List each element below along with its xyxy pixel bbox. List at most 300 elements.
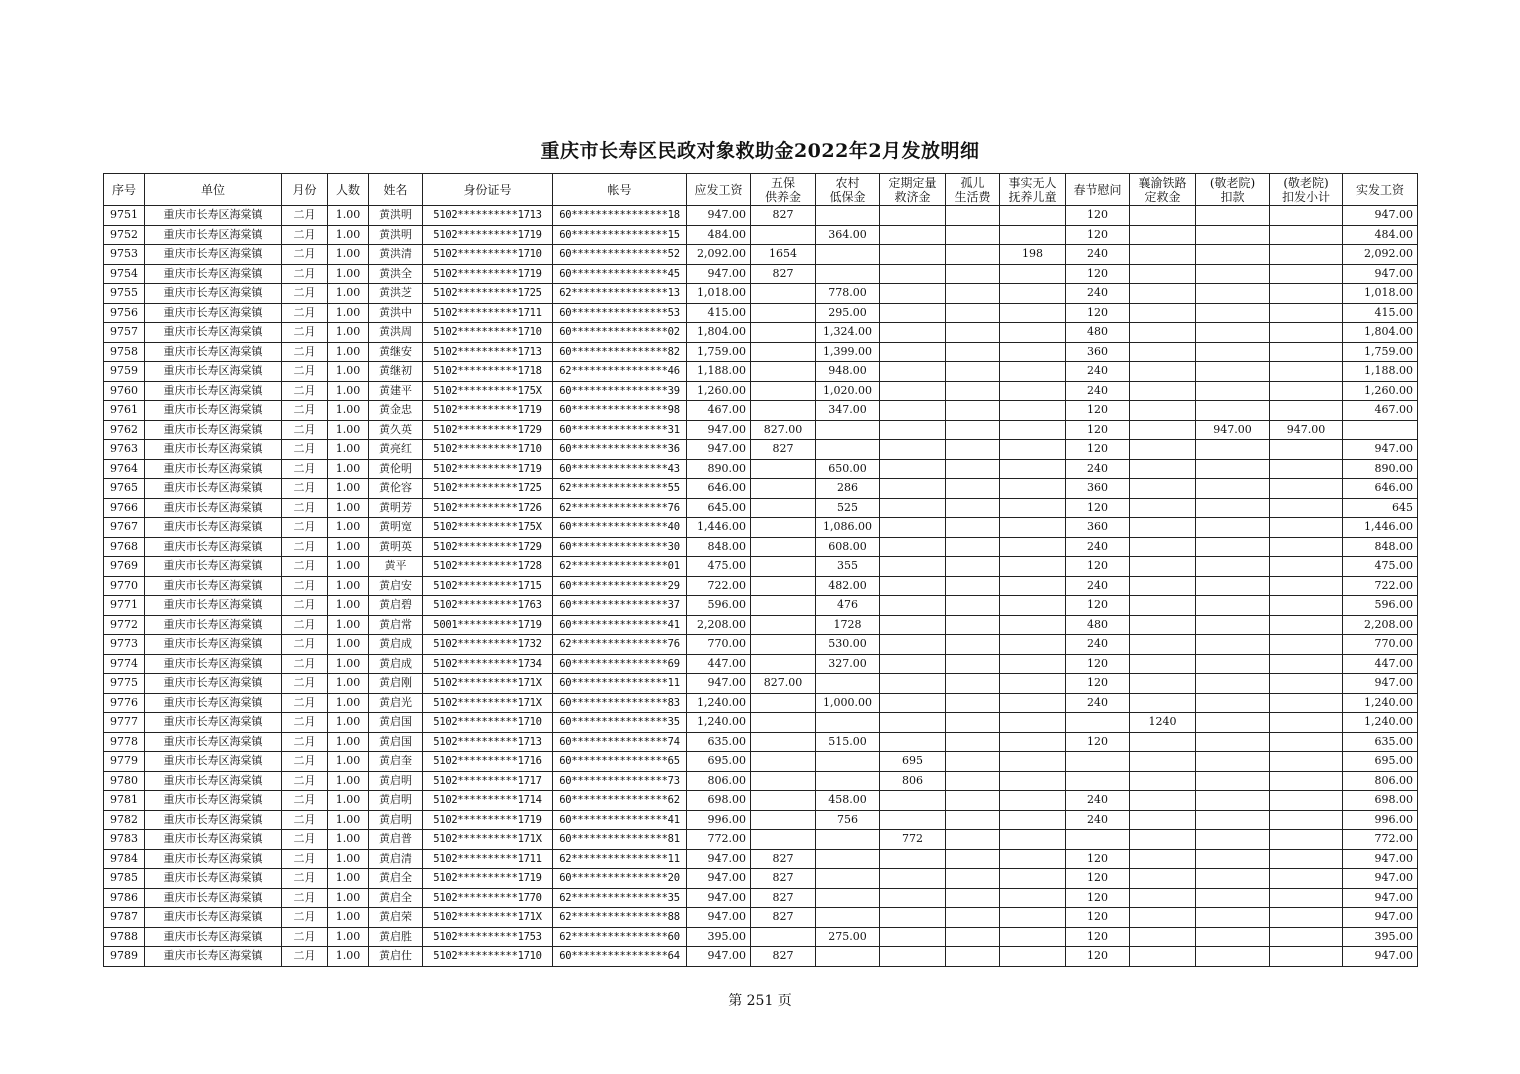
table-cell: 1.00 — [328, 264, 369, 284]
table-cell: 重庆市长寿区海棠镇 — [145, 206, 282, 226]
table-cell — [946, 830, 1000, 850]
table-row — [104, 908, 1418, 928]
table-cell — [1000, 888, 1066, 908]
table-cell — [880, 401, 946, 421]
table-row — [104, 947, 1418, 967]
table-cell: 295.00 — [816, 303, 880, 323]
table-cell — [880, 206, 946, 226]
table-cell: 重庆市长寿区海棠镇 — [145, 849, 282, 869]
table-cell: 5102**********1719 — [423, 401, 553, 421]
table-cell: 467.00 — [687, 401, 751, 421]
table-cell: 608.00 — [816, 537, 880, 557]
table-cell — [946, 420, 1000, 440]
table-cell: 5102**********1726 — [423, 498, 553, 518]
table-cell: 黄启明 — [369, 810, 423, 830]
table-cell — [816, 713, 880, 733]
table-cell: 1,020.00 — [816, 381, 880, 401]
table-cell — [1000, 752, 1066, 772]
table-cell — [1000, 810, 1066, 830]
table-cell: 60****************98 — [553, 401, 687, 421]
table-cell: 62****************13 — [553, 284, 687, 304]
table-cell: 1240 — [1130, 713, 1196, 733]
table-cell — [1196, 518, 1270, 538]
table-cell — [1000, 615, 1066, 635]
table-cell: 9758 — [104, 342, 145, 362]
table-cell: 240 — [1066, 459, 1130, 479]
table-cell: 5102**********1763 — [423, 596, 553, 616]
column-header: 姓名 — [369, 174, 423, 206]
table-cell — [880, 537, 946, 557]
table-cell — [816, 245, 880, 265]
table-cell — [751, 830, 816, 850]
table-row — [104, 810, 1418, 830]
table-cell — [1000, 479, 1066, 499]
table-cell — [751, 401, 816, 421]
table-cell: 9788 — [104, 927, 145, 947]
table-cell: 948.00 — [816, 362, 880, 382]
table-cell — [1270, 888, 1343, 908]
table-cell — [1130, 693, 1196, 713]
table-cell: 475.00 — [1343, 557, 1418, 577]
table-cell: 9762 — [104, 420, 145, 440]
table-cell: 二月 — [282, 830, 328, 850]
table-cell: 120 — [1066, 596, 1130, 616]
table-cell: 1.00 — [328, 323, 369, 343]
table-cell — [1000, 713, 1066, 733]
table-cell — [946, 713, 1000, 733]
table-cell — [1130, 791, 1196, 811]
table-cell: 9778 — [104, 732, 145, 752]
table-cell — [1000, 264, 1066, 284]
table-cell: 黄启仕 — [369, 947, 423, 967]
table-cell — [880, 420, 946, 440]
table-cell: 947.00 — [1343, 440, 1418, 460]
table-cell: 947.00 — [1343, 206, 1418, 226]
table-cell — [751, 381, 816, 401]
table-cell: 9766 — [104, 498, 145, 518]
table-cell: 467.00 — [1343, 401, 1418, 421]
table-cell: 62****************76 — [553, 498, 687, 518]
table-cell: 黄明芳 — [369, 498, 423, 518]
table-cell: 重庆市长寿区海棠镇 — [145, 635, 282, 655]
table-cell — [1130, 381, 1196, 401]
table-cell: 2,092.00 — [687, 245, 751, 265]
table-cell: 286 — [816, 479, 880, 499]
table-row — [104, 284, 1418, 304]
table-cell: 947.00 — [687, 908, 751, 928]
table-cell: 360 — [1066, 518, 1130, 538]
table-cell: 1.00 — [328, 830, 369, 850]
table-cell: 重庆市长寿区海棠镇 — [145, 830, 282, 850]
table-cell: 重庆市长寿区海棠镇 — [145, 771, 282, 791]
table-cell: 60****************20 — [553, 869, 687, 889]
table-cell: 722.00 — [1343, 576, 1418, 596]
table-cell: 996.00 — [1343, 810, 1418, 830]
table-cell: 黄启国 — [369, 713, 423, 733]
table-cell — [1000, 693, 1066, 713]
table-cell: 1.00 — [328, 440, 369, 460]
table-cell — [1130, 888, 1196, 908]
table-cell: 60****************40 — [553, 518, 687, 538]
table-cell: 947.00 — [1196, 420, 1270, 440]
table-cell — [946, 245, 1000, 265]
table-row — [104, 869, 1418, 889]
table-cell: 重庆市长寿区海棠镇 — [145, 323, 282, 343]
column-header: 月份 — [282, 174, 328, 206]
table-cell — [751, 498, 816, 518]
table-cell — [1270, 791, 1343, 811]
table-cell: 120 — [1066, 732, 1130, 752]
table-cell: 120 — [1066, 908, 1130, 928]
table-cell: 60****************41 — [553, 810, 687, 830]
table-cell — [1196, 323, 1270, 343]
column-header: 农村 低保金 — [816, 174, 880, 206]
table-cell: 二月 — [282, 264, 328, 284]
table-cell — [946, 771, 1000, 791]
table-cell: 重庆市长寿区海棠镇 — [145, 440, 282, 460]
table-cell — [1130, 342, 1196, 362]
table-cell — [1130, 323, 1196, 343]
table-cell — [946, 693, 1000, 713]
table-cell: 347.00 — [816, 401, 880, 421]
table-cell: 2,208.00 — [1343, 615, 1418, 635]
table-cell: 9759 — [104, 362, 145, 382]
table-cell: 60****************41 — [553, 615, 687, 635]
table-cell: 60****************64 — [553, 947, 687, 967]
table-body — [104, 206, 1418, 967]
table-cell — [946, 323, 1000, 343]
table-cell: 60****************18 — [553, 206, 687, 226]
table-cell: 806.00 — [687, 771, 751, 791]
table-cell: 二月 — [282, 557, 328, 577]
table-cell: 9764 — [104, 459, 145, 479]
table-cell — [880, 576, 946, 596]
table-cell: 1,324.00 — [816, 323, 880, 343]
table-cell: 二月 — [282, 381, 328, 401]
table-cell — [1270, 557, 1343, 577]
column-header: 人数 — [328, 174, 369, 206]
table-cell: 9779 — [104, 752, 145, 772]
table-cell: 120 — [1066, 264, 1130, 284]
table-row — [104, 420, 1418, 440]
table-cell: 1,759.00 — [687, 342, 751, 362]
table-cell — [1196, 791, 1270, 811]
table-cell: 1.00 — [328, 225, 369, 245]
table-cell — [946, 674, 1000, 694]
table-cell: 772.00 — [1343, 830, 1418, 850]
table-cell: 5102**********1717 — [423, 771, 553, 791]
table-cell — [1000, 947, 1066, 967]
table-cell — [1270, 596, 1343, 616]
table-cell: 黄久英 — [369, 420, 423, 440]
table-cell: 996.00 — [687, 810, 751, 830]
table-cell — [751, 303, 816, 323]
table-cell: 5102**********1710 — [423, 323, 553, 343]
table-cell: 9755 — [104, 284, 145, 304]
table-cell: 二月 — [282, 245, 328, 265]
table-cell: 5001**********1719 — [423, 615, 553, 635]
table-cell — [1270, 459, 1343, 479]
table-cell: 1.00 — [328, 576, 369, 596]
table-cell — [1196, 674, 1270, 694]
table-cell — [1000, 459, 1066, 479]
table-cell: 827 — [751, 869, 816, 889]
table-cell: 1,086.00 — [816, 518, 880, 538]
table-cell: 5102**********1728 — [423, 557, 553, 577]
table-cell: 5102**********175X — [423, 518, 553, 538]
table-cell: 二月 — [282, 479, 328, 499]
table-cell: 重庆市长寿区海棠镇 — [145, 947, 282, 967]
table-cell: 重庆市长寿区海棠镇 — [145, 791, 282, 811]
table-row — [104, 557, 1418, 577]
table-cell — [1270, 752, 1343, 772]
table-cell: 395.00 — [687, 927, 751, 947]
table-cell — [816, 264, 880, 284]
table-cell: 黄启成 — [369, 654, 423, 674]
table-cell: 275.00 — [816, 927, 880, 947]
table-cell — [1130, 849, 1196, 869]
table-cell: 重庆市长寿区海棠镇 — [145, 927, 282, 947]
table-cell — [1196, 362, 1270, 382]
table-cell — [1130, 479, 1196, 499]
column-header: 应发工资 — [687, 174, 751, 206]
table-cell: 重庆市长寿区海棠镇 — [145, 752, 282, 772]
table-cell: 60****************62 — [553, 791, 687, 811]
table-cell: 二月 — [282, 732, 328, 752]
table-cell: 重庆市长寿区海棠镇 — [145, 498, 282, 518]
table-cell — [880, 908, 946, 928]
table-cell — [880, 713, 946, 733]
table-row — [104, 479, 1418, 499]
table-cell — [880, 791, 946, 811]
column-header: 单位 — [145, 174, 282, 206]
table-cell — [1130, 264, 1196, 284]
table-cell: 黄启全 — [369, 869, 423, 889]
table-cell — [1130, 654, 1196, 674]
table-cell — [1000, 869, 1066, 889]
table-cell: 947.00 — [1343, 947, 1418, 967]
table-cell: 1.00 — [328, 459, 369, 479]
table-cell: 9789 — [104, 947, 145, 967]
table-row — [104, 459, 1418, 479]
table-cell — [1000, 323, 1066, 343]
table-cell: 1,260.00 — [687, 381, 751, 401]
table-cell — [1196, 284, 1270, 304]
table-cell: 515.00 — [816, 732, 880, 752]
table-cell: 60****************43 — [553, 459, 687, 479]
table-cell — [880, 518, 946, 538]
table-cell: 480 — [1066, 323, 1130, 343]
table-cell — [1066, 830, 1130, 850]
table-cell — [1130, 576, 1196, 596]
table-cell — [1196, 381, 1270, 401]
table-cell — [1196, 927, 1270, 947]
table-cell: 黄启明 — [369, 791, 423, 811]
table-cell — [816, 420, 880, 440]
table-cell: 120 — [1066, 420, 1130, 440]
table-cell: 827 — [751, 440, 816, 460]
table-cell: 二月 — [282, 791, 328, 811]
table-cell: 827 — [751, 947, 816, 967]
table-cell: 778.00 — [816, 284, 880, 304]
table-cell: 9771 — [104, 596, 145, 616]
table-cell — [1130, 420, 1196, 440]
table-cell — [751, 225, 816, 245]
table-cell: 646.00 — [1343, 479, 1418, 499]
table-cell — [880, 947, 946, 967]
table-row — [104, 674, 1418, 694]
table-cell: 60****************11 — [553, 674, 687, 694]
table-cell: 827 — [751, 849, 816, 869]
table-cell — [1130, 401, 1196, 421]
table-cell: 947.00 — [687, 869, 751, 889]
table-cell: 二月 — [282, 342, 328, 362]
table-cell: 240 — [1066, 381, 1130, 401]
page-number: 第 251 页 — [728, 993, 792, 1009]
table-cell: 二月 — [282, 225, 328, 245]
table-cell — [1270, 908, 1343, 928]
table-cell: 1.00 — [328, 284, 369, 304]
table-cell: 1.00 — [328, 810, 369, 830]
table-cell — [1270, 771, 1343, 791]
table-cell: 360 — [1066, 479, 1130, 499]
table-cell: 9785 — [104, 869, 145, 889]
table-cell: 120 — [1066, 888, 1130, 908]
table-cell: 二月 — [282, 323, 328, 343]
table-cell — [1000, 440, 1066, 460]
table-cell: 1,759.00 — [1343, 342, 1418, 362]
table-cell: 120 — [1066, 654, 1130, 674]
table-cell: 黄洪明 — [369, 206, 423, 226]
table-cell — [1000, 557, 1066, 577]
table-cell — [880, 264, 946, 284]
table-cell: 1.00 — [328, 342, 369, 362]
table-cell: 62****************60 — [553, 927, 687, 947]
table-cell — [880, 693, 946, 713]
table-cell: 二月 — [282, 284, 328, 304]
table-cell: 1.00 — [328, 245, 369, 265]
table-cell: 二月 — [282, 420, 328, 440]
table-cell — [1196, 615, 1270, 635]
table-cell — [880, 362, 946, 382]
table-cell — [1270, 264, 1343, 284]
table-cell: 9784 — [104, 849, 145, 869]
table-cell: 806.00 — [1343, 771, 1418, 791]
table-cell: 756 — [816, 810, 880, 830]
table-cell: 1,446.00 — [687, 518, 751, 538]
table-cell — [946, 869, 1000, 889]
table-cell: 二月 — [282, 362, 328, 382]
table-cell: 484.00 — [687, 225, 751, 245]
table-row — [104, 791, 1418, 811]
table-cell: 二月 — [282, 674, 328, 694]
table-cell: 黄启清 — [369, 849, 423, 869]
table-row — [104, 440, 1418, 460]
table-row — [104, 927, 1418, 947]
table-cell: 重庆市长寿区海棠镇 — [145, 459, 282, 479]
table-cell: 635.00 — [687, 732, 751, 752]
table-cell: 黄伦明 — [369, 459, 423, 479]
table-cell: 947.00 — [687, 264, 751, 284]
table-cell: 黄洪中 — [369, 303, 423, 323]
table-cell: 重庆市长寿区海棠镇 — [145, 420, 282, 440]
table-cell: 1654 — [751, 245, 816, 265]
table-cell: 60****************52 — [553, 245, 687, 265]
table-cell: 240 — [1066, 537, 1130, 557]
table-cell: 黄伦容 — [369, 479, 423, 499]
table-cell — [1066, 752, 1130, 772]
table-cell: 698.00 — [1343, 791, 1418, 811]
table-cell: 60****************82 — [553, 342, 687, 362]
table-cell — [1196, 576, 1270, 596]
table-cell: 5102**********1715 — [423, 576, 553, 596]
table-cell: 5102**********1719 — [423, 264, 553, 284]
table-row — [104, 323, 1418, 343]
table-cell — [1270, 947, 1343, 967]
table-cell: 1.00 — [328, 713, 369, 733]
table-cell — [1000, 732, 1066, 752]
table-cell: 947.00 — [687, 420, 751, 440]
table-cell — [1196, 401, 1270, 421]
table-cell: 二月 — [282, 654, 328, 674]
table-cell — [1270, 713, 1343, 733]
table-cell: 5102**********1753 — [423, 927, 553, 947]
table-cell: 1,018.00 — [687, 284, 751, 304]
table-cell — [946, 654, 1000, 674]
table-cell: 9781 — [104, 791, 145, 811]
table-cell — [1130, 303, 1196, 323]
table-cell — [1130, 732, 1196, 752]
table-cell: 60****************39 — [553, 381, 687, 401]
table-cell: 1,240.00 — [1343, 693, 1418, 713]
table-cell — [1196, 342, 1270, 362]
table-cell: 1.00 — [328, 693, 369, 713]
table-cell — [1270, 381, 1343, 401]
table-cell: 重庆市长寿区海棠镇 — [145, 537, 282, 557]
table-cell — [946, 479, 1000, 499]
table-cell: 198 — [1000, 245, 1066, 265]
table-cell: 364.00 — [816, 225, 880, 245]
table-cell: 二月 — [282, 927, 328, 947]
table-cell: 120 — [1066, 557, 1130, 577]
table-cell — [1130, 635, 1196, 655]
table-cell: 60****************65 — [553, 752, 687, 772]
table-cell: 650.00 — [816, 459, 880, 479]
table-cell — [880, 498, 946, 518]
table-cell: 二月 — [282, 459, 328, 479]
table-cell: 重庆市长寿区海棠镇 — [145, 693, 282, 713]
table-cell: 黄洪芝 — [369, 284, 423, 304]
table-cell: 二月 — [282, 771, 328, 791]
table-cell — [1130, 927, 1196, 947]
table-cell: 120 — [1066, 498, 1130, 518]
table-cell: 60****************15 — [553, 225, 687, 245]
table-cell — [751, 927, 816, 947]
table-cell — [751, 362, 816, 382]
table-cell: 772 — [880, 830, 946, 850]
table-cell: 1.00 — [328, 654, 369, 674]
table-row — [104, 849, 1418, 869]
table-cell: 480 — [1066, 615, 1130, 635]
column-header: 事实无人 抚养儿童 — [1000, 174, 1066, 206]
table-cell: 二月 — [282, 908, 328, 928]
table-cell: 120 — [1066, 303, 1130, 323]
table-cell: 黄启碧 — [369, 596, 423, 616]
table-cell: 1.00 — [328, 635, 369, 655]
table-cell: 9757 — [104, 323, 145, 343]
table-row — [104, 576, 1418, 596]
table-cell: 黄启明 — [369, 771, 423, 791]
